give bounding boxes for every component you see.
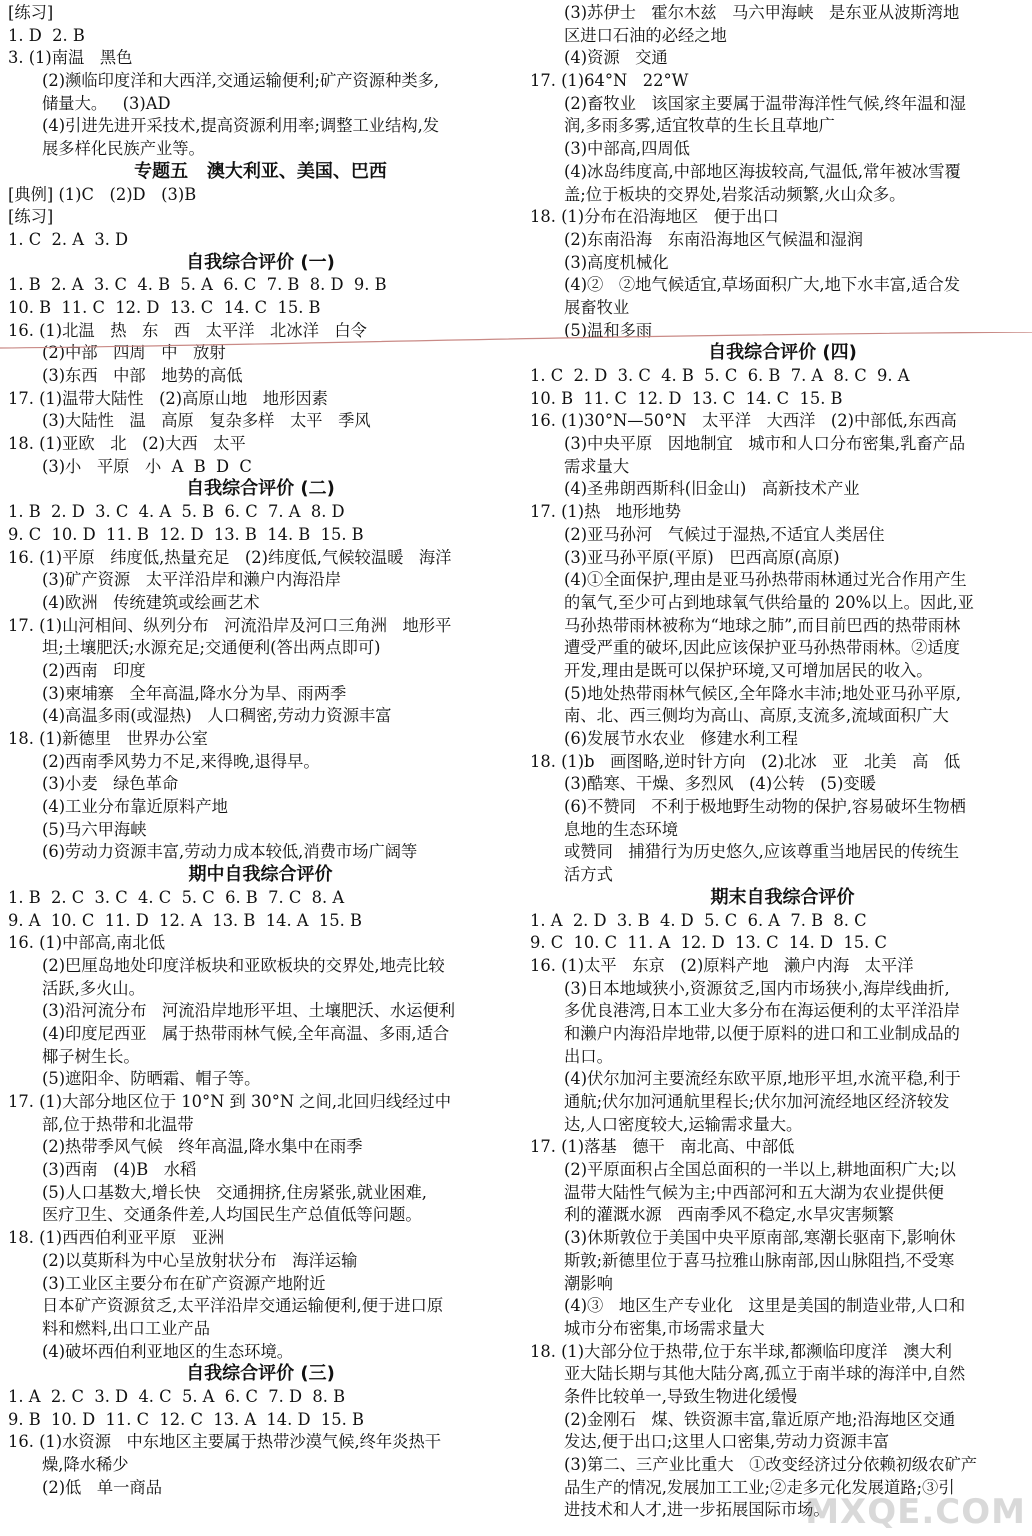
answer-line: 18. (1)分布在沿海地区 便于出口 — [530, 207, 779, 227]
section-heading: 专题五 澳大利亚、美国、巴西 — [134, 160, 387, 182]
answer-line: (4)伏尔加河主要流经东欧平原,地形平坦,水流平稳,利于 — [564, 1069, 961, 1089]
answer-line: 10. B 11. C 12. D 13. C 14. C 15. B — [8, 297, 321, 317]
answer-line: 10. B 11. C 12. D 13. C 14. C 15. B — [530, 388, 843, 408]
answer-line: 9. A 10. C 11. D 12. A 13. B 14. A 15. B — [8, 910, 362, 930]
answer-line: (3)小麦 绿色革命 — [42, 774, 179, 794]
answer-line: 料和燃料,出口工业产品 — [42, 1318, 210, 1338]
answer-line: 18. (1)西西伯利亚平原 亚洲 — [8, 1228, 225, 1248]
answer-line: 18. (1)大部分位于热带,位于东半球,都濒临印度洋 澳大利 — [530, 1341, 952, 1361]
answer-line: 进技术和人才,进一步拓展国际市场。 — [564, 1500, 830, 1520]
answer-line: (3)矿产资源 太平洋沿岸和濑户内海沿岸 — [42, 570, 342, 590]
answer-line: (3)第二、三产业比重大 ①改变经济过分依赖初级农矿产 — [564, 1455, 978, 1474]
answer-line: (2)热带季风气候 终年高温,降水集中在雨季 — [42, 1137, 363, 1157]
answer-line: (2)亚马孙河 气候过于湿热,不适宜人类居住 — [564, 524, 885, 544]
answer-line: (4)圣弗朗西斯科(旧金山) 高新技术产业 — [564, 479, 860, 499]
section-heading: 期末自我综合评价 — [710, 886, 855, 908]
answer-line: (3)柬埔寨 全年高温,降水分为旱、雨两季 — [42, 683, 347, 703]
answer-line: 储量大。 (3)AD — [42, 93, 171, 113]
answer-line: 16. (1)太平 东京 (2)原料产地 濑户内海 太平洋 — [530, 955, 914, 975]
answer-line: (4)冰岛纬度高,中部地区海拔较高,气温低,常年被冰雪覆 — [564, 161, 961, 181]
answer-line: 16. (1)中部高,南北低 — [8, 933, 165, 953]
answer-line: 坦;土壤肥沃;水源充足;交通便利(答出两点即可) — [42, 638, 381, 658]
answer-line: 马孙热带雨林被称为“地球之肺”,而目前巴西的热带雨林 — [564, 615, 961, 635]
answer-line: 1. C 2. D 3. C 4. B 5. C 6. B 7. A 8. C 9. A — [530, 366, 910, 385]
answer-line: (3)高度机械化 — [564, 252, 669, 272]
answer-line: 斯敦;新德里位于喜马拉雅山脉南部,因山脉阻挡,不受寒 — [564, 1250, 955, 1270]
answer-line: (4)①全面保护,理由是亚马孙热带雨林通过光合作用产生 — [564, 570, 967, 590]
answer-line: 展畜牧业 — [564, 297, 630, 317]
answer-line: 16. (1)北温 热 东 西 太平洋 北冰洋 白令 — [8, 320, 367, 340]
answer-line: (2)金刚石 煤、铁资源丰富,靠近原产地;沿海地区交通 — [564, 1409, 956, 1429]
answer-line: 或赞同 捕猎行为历史悠久,应该尊重当地居民的传统生 — [564, 842, 960, 862]
answer-line: (5)地处热带雨林气候区,全年降水丰沛;地处亚马孙平原, — [564, 683, 962, 703]
answer-line: 南、北、西三侧均为高山、高原,支流多,流域面积广大 — [564, 706, 949, 726]
answer-line: (6)发展节水农业 修建水利工程 — [564, 729, 798, 748]
answer-line: (4)② ②地气候适宜,草场面积广大,地下水丰富,适合发 — [564, 275, 961, 295]
answer-line: 16. (1)水资源 中东地区主要属于热带沙漠气候,终年炎热干 — [8, 1432, 442, 1452]
answer-line: 17. (1)山河相间、纵列分布 河流沿岸及河口三角洲 地形平 — [8, 615, 452, 635]
section-heading: 期中自我综合评价 — [188, 864, 333, 886]
left-answer-column — [8, 2, 513, 1499]
answer-line: (3)酷寒、干燥、多烈风 (4)公转 (5)变暖 — [564, 774, 876, 794]
answer-line: (3)苏伊士 霍尔木兹 马六甲海峡 是东亚从波斯湾地 — [564, 3, 960, 22]
answer-line: (5)温和多雨 — [564, 320, 653, 340]
answer-line: 盖;位于板块的交界处,岩浆活动频繁,火山众多。 — [564, 184, 906, 204]
answer-line: 1. A 2. C 3. D 4. C 5. A 6. C 7. D 8. B — [8, 1386, 346, 1406]
answer-line: (6)劳动力资源丰富,劳动力成本较低,消费市场广阔等 — [42, 842, 418, 862]
answer-line: (4)资源 交通 — [564, 48, 668, 68]
answer-line: (4)工业分布靠近原料产地 — [42, 797, 228, 817]
answer-line: 1. B 2. C 3. C 4. C 5. C 6. B 7. C 8. A — [8, 887, 345, 907]
answer-line: 和濑户内海沿岸地带,以便于原料的进口和工业制成品的 — [564, 1023, 960, 1043]
answer-line: (3)沿河流分布 河流沿岸地形平坦、土壤肥沃、水运便利 — [42, 1001, 456, 1021]
answer-line: 达,人口密度较大,运输需求量大。 — [564, 1114, 803, 1134]
answer-line: (2)以莫斯科为中心呈放射状分布 海洋运输 — [42, 1250, 358, 1270]
answer-line: (3)亚马孙平原(平原) 巴西高原(高原) — [564, 547, 840, 567]
answer-line: 温带大陆性气候为主;中西部河和五大湖为农业提供便 — [564, 1182, 944, 1202]
site-watermark: MXQE.COM — [805, 1492, 1026, 1532]
answer-line: 发达,便于出口;这里人口密集,劳动力资源丰富 — [564, 1432, 890, 1452]
answer-line: 17. (1)64°N 22°W — [530, 71, 689, 91]
answer-line: (4)破坏西伯利亚地区的生态环境。 — [42, 1341, 294, 1361]
answer-line: (3)小 平原 小 A B D C — [42, 456, 252, 476]
answer-line: [练习] — [8, 3, 54, 22]
answer-line: 18. (1)b 画图略,逆时针方向 (2)北冰 亚 北美 高 低 — [530, 751, 961, 771]
answer-line: 多优良港湾,日本工业大多分布在海运便利的太平洋沿岸 — [564, 1001, 960, 1021]
answer-line: 城市分布密集,市场需求量大 — [564, 1318, 765, 1338]
answer-line: (3)中部高,四周低 — [564, 139, 690, 159]
answer-line: 区进口石油的必经之地 — [564, 25, 727, 45]
answer-line: 1. A 2. D 3. B 4. D 5. C 6. A 7. B 8. C — [530, 910, 867, 930]
answer-line: 品生产的情况,发展加工工业;②走多元化发展道路;③引 — [564, 1477, 955, 1497]
answer-line: 亚大陆长期与其他大陆分离,孤立于南半球的海洋中,自然 — [564, 1364, 966, 1384]
answer-line: (3)东西 中部 地势的高低 — [42, 366, 243, 385]
answer-line: (4)欧洲 传统建筑或绘画艺术 — [42, 592, 260, 612]
answer-line: 18. (1)新德里 世界办公室 — [8, 729, 208, 748]
answer-line: 3. (1)南温 黑色 — [8, 48, 133, 68]
answer-line: (2)西南季风势力不足,来得晚,退得早。 — [42, 751, 320, 771]
answer-line: 利的灌溉水源 西南季风不稳定,水旱灾害频繁 — [564, 1205, 895, 1225]
section-heading: 自我综合评价 (一) — [186, 251, 335, 273]
answer-line: 17. (1)大部分地区位于 10°N 到 30°N 之间,北回归线经过中 — [8, 1092, 451, 1111]
answer-line: 1. B 2. D 3. C 4. A 5. B 6. C 7. A 8. D — [8, 502, 345, 522]
answer-line: (5)马六甲海峡 — [42, 819, 147, 839]
answer-line: 9. B 10. D 11. C 12. C 13. A 14. D 15. B — [8, 1409, 364, 1429]
answer-line: (3)大陆性 温 高原 复杂多样 太平 季风 — [42, 411, 371, 431]
answer-line: 1. D 2. B — [8, 25, 85, 45]
answer-line: 9. C 10. C 11. A 12. D 13. C 14. D 15. C — [530, 933, 887, 953]
answer-line: (5)人口基数大,增长快 交通拥挤,住房紧张,就业困难, — [42, 1182, 427, 1202]
section-heading: 自我综合评价 (二) — [186, 478, 335, 500]
answer-line: (3)西南 (4)B 水稻 — [42, 1160, 197, 1180]
answer-line: 17. (1)落基 德干 南北高、中部低 — [530, 1137, 795, 1157]
section-heading: 自我综合评价 (三) — [186, 1363, 335, 1385]
answer-line: 开发,理由是既可以保护环境,又可增加居民的收入。 — [564, 660, 933, 680]
answer-line: (2)畜牧业 该国家主要属于温带海洋性气候,终年温和湿 — [564, 93, 966, 113]
answer-line: 9. C 10. D 11. B 12. D 13. B 14. B 15. B — [8, 524, 364, 544]
answer-line: (3)日本地域狭小,资源贫乏,国内市场狭小,海岸线曲折, — [564, 978, 950, 998]
answer-line: (2)东南沿海 东南沿海地区气候温和湿润 — [564, 229, 864, 249]
section-heading: 自我综合评价 (四) — [708, 342, 857, 364]
answer-line: 燥,降水稀少 — [42, 1455, 129, 1474]
answer-line: (2)中部 四周 中 放射 — [42, 343, 226, 363]
answer-line: (2)西南 印度 — [42, 660, 146, 680]
answer-line: (2)平原面积占全国总面积的一半以上,耕地面积广大;以 — [564, 1160, 956, 1180]
answer-line: 18. (1)亚欧 北 (2)大西 太平 — [8, 434, 246, 454]
answer-line: 16. (1)平原 纬度低,热量充足 (2)纬度低,气候较温暖 海洋 — [8, 547, 452, 567]
answer-line: 1. B 2. A 3. C 4. B 5. A 6. C 7. B 8. D 9. B — [8, 275, 387, 295]
answer-line: 医疗卫生、交通条件差,人均国民生产总值低等问题。 — [42, 1205, 422, 1225]
answer-line: 部,位于热带和北温带 — [42, 1114, 194, 1134]
answer-line: 潮影响 — [564, 1273, 613, 1293]
answer-line: 展多样化民族产业等。 — [42, 139, 205, 159]
answer-line: 条件比较单一,导致生物进化缓慢 — [564, 1386, 798, 1406]
answer-line: 17. (1)温带大陆性 (2)高原山地 地形因素 — [8, 388, 328, 408]
answer-line: (4)高温多雨(或湿热) 人口稠密,劳动力资源丰富 — [42, 706, 392, 726]
answer-line: (5)遮阳伞、防晒霜、帽子等。 — [42, 1069, 261, 1089]
answer-line: 息地的生态环境 — [564, 819, 678, 839]
answer-line: (2)低 单一商品 — [42, 1477, 162, 1497]
answer-line: (4)印度尼西亚 属于热带雨林气候,全年高温、多雨,适合 — [42, 1023, 450, 1043]
answer-line: 通航;伏尔加河通航里程长;伏尔加河流经地区经济较发 — [564, 1092, 950, 1111]
answer-line: (3)休斯敦位于美国中央平原南部,寒潮长驱南下,影响休 — [564, 1228, 956, 1248]
answer-line: 需求量大 — [564, 456, 630, 476]
answer-line: 日本矿产资源贫乏,太平洋沿岸交通运输便利,便于进口原 — [42, 1296, 444, 1316]
answer-line: 1. C 2. A 3. D — [8, 229, 129, 249]
answer-line: 遭受严重的破坏,因此应该保护亚马孙热带雨林。②适度 — [564, 638, 960, 658]
answer-line: 活方式 — [564, 865, 613, 885]
answer-line: (4)③ 地区生产专业化 这里是美国的制造业带,人口和 — [564, 1296, 966, 1316]
answer-line: 椰子树生长。 — [42, 1046, 140, 1066]
answer-line: (6)不赞同 不利于极地野生动物的保护,容易破坏生物栖 — [564, 797, 966, 817]
answer-line: 润,多雨多雾,适宜牧草的生长且草地广 — [564, 116, 835, 136]
answer-line: 16. (1)30°N—50°N 太平洋 大西洋 (2)中部低,东西高 — [530, 411, 957, 431]
answer-line: 活跃,多火山。 — [42, 978, 145, 998]
answer-line: 17. (1)热 地形地势 — [530, 502, 682, 522]
answer-line: (3)中央平原 因地制宜 城市和人口分布密集,乳畜产品 — [564, 434, 966, 454]
answer-line: [典例] (1)C (2)D (3)B — [8, 184, 197, 204]
answer-line: (2)巴厘岛地处印度洋板块和亚欧板块的交界处,地壳比较 — [42, 955, 445, 975]
answer-line: 出口。 — [564, 1046, 613, 1066]
answer-line: (3)工业区主要分布在矿产资源产地附近 — [42, 1273, 326, 1293]
answer-line: (4)引进先进开采技术,提高资源利用率;调整工业结构,发 — [42, 116, 440, 136]
answer-line: (2)濒临印度洋和大西洋,交通运输便利;矿产资源种类多, — [42, 71, 440, 91]
answer-line: 的氧气,至少可占到地球氧气供给量的 20%以上。因此,亚 — [564, 592, 974, 612]
answer-line: [练习] — [8, 207, 54, 227]
right-answer-column — [530, 2, 1032, 1522]
